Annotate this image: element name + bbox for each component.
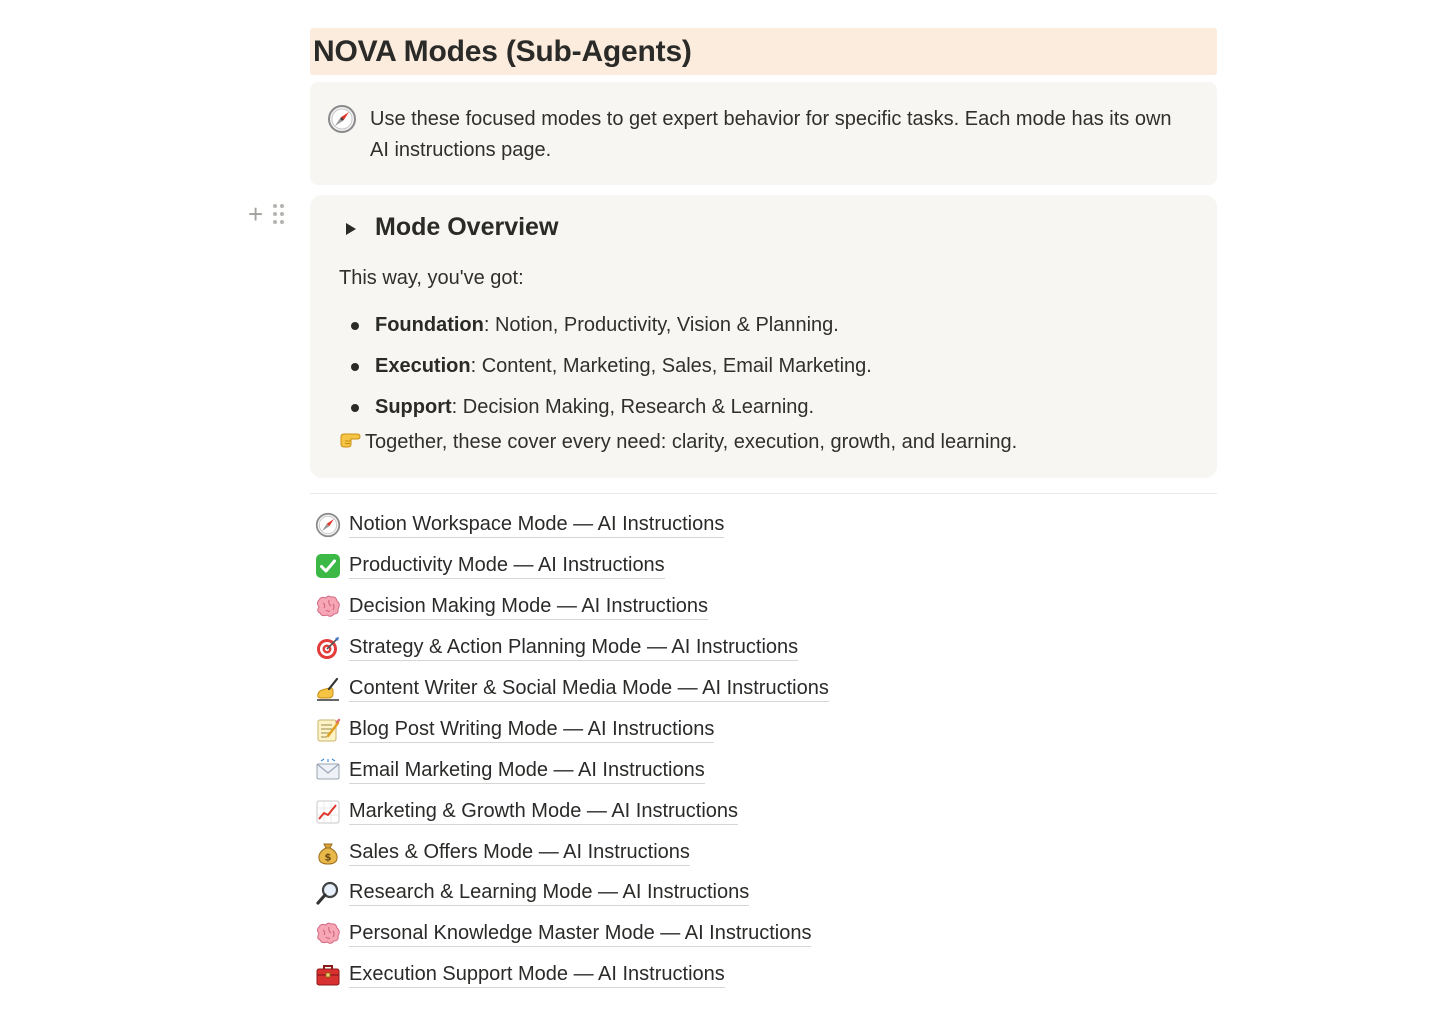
mode-link-sales-offers[interactable] [314, 832, 829, 873]
toggle-title: Mode Overview [375, 213, 559, 241]
toolbox-icon [314, 961, 342, 989]
divider [310, 493, 1217, 494]
mode-links-list [314, 505, 829, 996]
mode-link-productivity[interactable] [314, 546, 829, 587]
bullet-item-foundation: Foundation: Notion, Productivity, Vision & Planning. [339, 305, 872, 346]
bullet-item-support: Support: Decision Making, Research & Learning. [339, 387, 872, 428]
magnifier-icon [314, 879, 342, 907]
mode-link-personal-knowledge[interactable] [314, 914, 829, 955]
overview-bullet-list [339, 305, 872, 428]
mode-link-blog-post[interactable] [314, 709, 829, 750]
page-title: NOVA Modes (Sub-Agents) [313, 34, 692, 68]
mode-link-label[interactable]: Blog Post Writing Mode — AI Instructions [349, 717, 714, 743]
mode-link-label[interactable]: Decision Making Mode — AI Instructions [349, 594, 708, 620]
drag-handle-icon[interactable] [273, 204, 284, 224]
compass-icon[interactable] [327, 104, 357, 139]
mode-link-strategy-planning[interactable] [314, 628, 829, 669]
chart-up-icon [314, 798, 342, 826]
mode-link-label[interactable]: Productivity Mode — AI Instructions [349, 553, 665, 579]
bullet-dot-icon [351, 322, 359, 330]
mode-link-label[interactable]: Email Marketing Mode — AI Instructions [349, 758, 705, 784]
bullet-dot-icon [351, 363, 359, 371]
summary-line [339, 429, 1017, 455]
mode-link-label[interactable]: Execution Support Mode — AI Instructions [349, 962, 725, 988]
mode-link-label[interactable]: Research & Learning Mode — AI Instructions [349, 880, 749, 906]
mode-link-label[interactable]: Strategy & Action Planning Mode — AI Instructions [349, 635, 798, 661]
mode-link-label[interactable]: Marketing & Growth Mode — AI Instructions [349, 799, 738, 825]
toggle-header[interactable] [346, 213, 558, 242]
money-bag-icon [314, 839, 342, 867]
memo-icon [314, 716, 342, 744]
block-handles [248, 199, 284, 229]
mode-link-label[interactable]: Content Writer & Social Media Mode — AI Instructions [349, 676, 829, 702]
mode-link-notion-workspace[interactable] [314, 505, 829, 546]
brain-icon [314, 920, 342, 948]
writing-hand-icon [314, 675, 342, 703]
mode-link-label[interactable]: Notion Workspace Mode — AI Instructions [349, 512, 724, 538]
pointing-hand-icon [339, 429, 361, 455]
bullet-item-execution: Execution: Content, Marketing, Sales, Email Marketing. [339, 346, 872, 387]
mode-link-marketing-growth[interactable] [314, 791, 829, 832]
bullet-dot-icon [351, 404, 359, 412]
compass-icon [314, 511, 342, 539]
target-icon [314, 634, 342, 662]
summary-text: Together, these cover every need: clarity, execution, growth, and learning. [365, 430, 1018, 453]
toggle-arrow-icon[interactable] [346, 223, 356, 235]
add-block-icon[interactable]: + [248, 199, 264, 229]
svg-text:$: $ [324, 852, 332, 864]
mode-overview-toggle [310, 195, 1217, 478]
toggle-intro: This way, you've got: [339, 267, 524, 289]
brain-icon [314, 593, 342, 621]
callout-block[interactable] [310, 82, 1217, 185]
envelope-icon [314, 757, 342, 785]
callout-text: Use these focused modes to get expert behavior for specific tasks. Each mode has its own AI instructions page. [370, 108, 1172, 161]
mode-link-label[interactable]: Personal Knowledge Master Mode — AI Instructions [349, 921, 811, 947]
mode-link-content-writer[interactable] [314, 669, 829, 710]
mode-link-email-marketing[interactable] [314, 750, 829, 791]
mode-link-decision-making[interactable] [314, 587, 829, 628]
mode-link-label[interactable]: Sales & Offers Mode — AI Instructions [349, 840, 690, 866]
check-mark-icon [314, 552, 342, 580]
mode-link-research-learning[interactable] [314, 873, 829, 914]
mode-link-execution-support[interactable] [314, 955, 829, 996]
page-heading-block[interactable] [310, 28, 1217, 75]
